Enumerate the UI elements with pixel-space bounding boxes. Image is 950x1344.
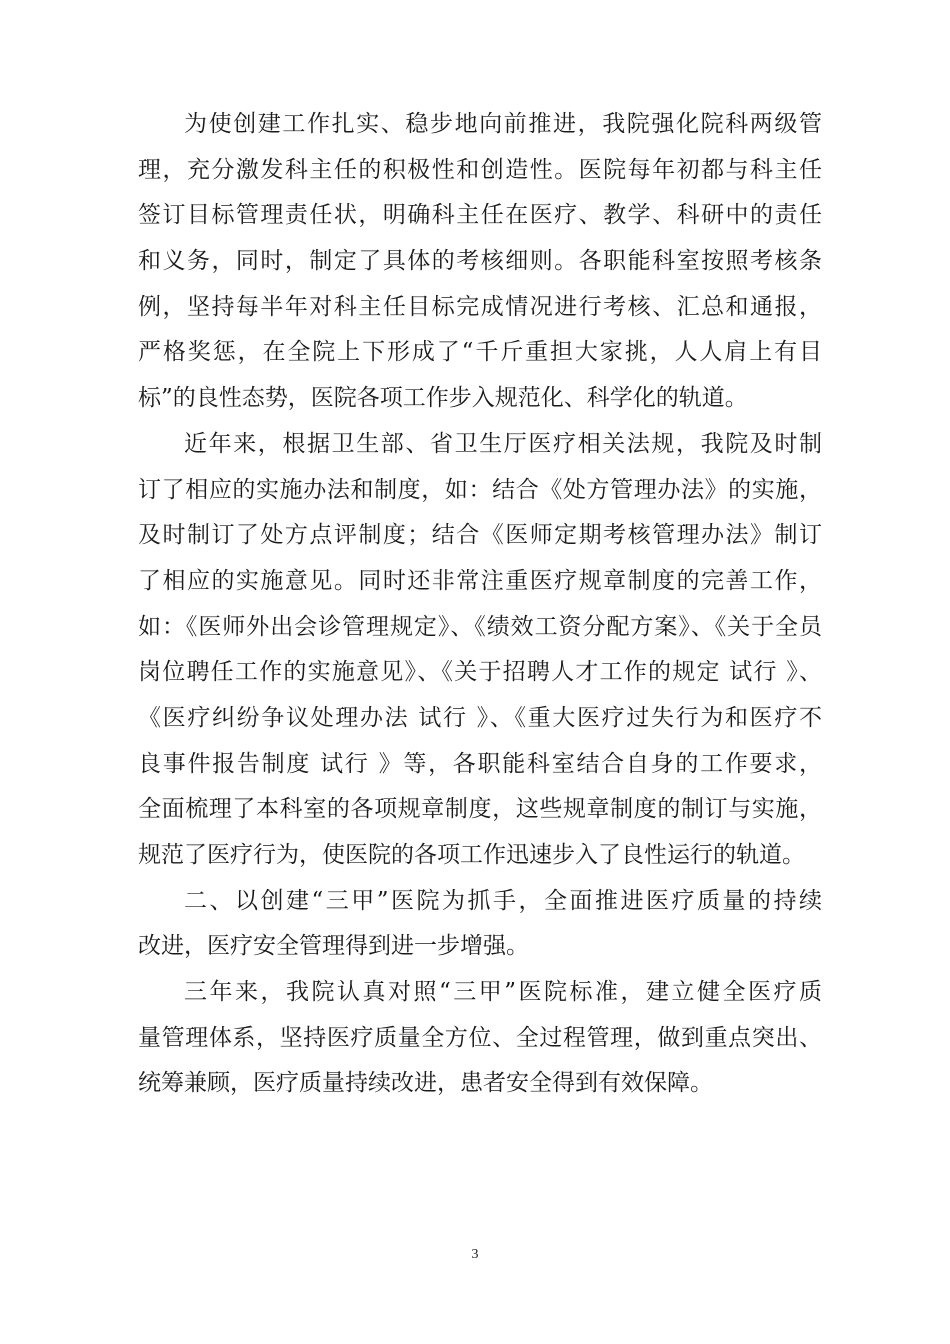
text-line: 《医疗纠纷争议处理办法 试行 》、《重大医疗过失行为和医疗不 bbox=[138, 704, 822, 731]
text-line: 签订目标管理责任状，明确科主任在医疗、教学、科研中的责任 bbox=[138, 202, 822, 229]
text-line: 及时制订了处方点评制度；结合《医师定期考核管理办法》制订 bbox=[138, 522, 822, 549]
text-line: 标”的良性态势，医院各项工作步入规范化、科学化的轨道。 bbox=[138, 385, 748, 412]
text-line: 严格奖惩，在全院上下形成了“千斤重担大家挑，人人肩上有目 bbox=[138, 339, 822, 366]
text-line: 了相应的实施意见。同时还非常注重医疗规章制度的完善工作， bbox=[138, 567, 822, 594]
text-line: 岗位聘任工作的实施意见》、《关于招聘人才工作的规定 试行 》、 bbox=[138, 659, 822, 686]
text-line: 订了相应的实施办法和制度，如：结合《处方管理办法》的实施， bbox=[138, 476, 822, 503]
text-line: 如：《医师外出会诊管理规定》、《绩效工资分配方案》、《关于全员 bbox=[138, 613, 822, 640]
page-number: 3 bbox=[471, 1247, 479, 1262]
text-line: 规范了医疗行为，使医院的各项工作迅速步入了良性运行的轨道。 bbox=[138, 842, 805, 868]
text-line: 二、以创建“三甲”医院为抓手，全面推进医疗质量的持续 bbox=[184, 887, 822, 914]
text-line: 全面梳理了本科室的各项规章制度，这些规章制度的制订与实施， bbox=[138, 796, 822, 823]
document-body bbox=[138, 102, 822, 1107]
section-heading-paragraph bbox=[138, 879, 822, 970]
paragraph-2 bbox=[138, 422, 822, 879]
text-line: 三年来，我院认真对照“三甲”医院标准，建立健全医疗质 bbox=[184, 979, 822, 1006]
text-line: 统筹兼顾，医疗质量持续改进，患者安全得到有效保障。 bbox=[138, 1070, 713, 1097]
text-line: 近年来，根据卫生部、省卫生厅医疗相关法规，我院及时制 bbox=[184, 430, 822, 457]
text-line: 理，充分激发科主任的积极性和创造性。医院每年初都与科主任 bbox=[138, 156, 822, 183]
text-line: 和义务，同时，制定了具体的考核细则。各职能科室按照考核条 bbox=[138, 248, 822, 275]
text-line: 例，坚持每半年对科主任目标完成情况进行考核、汇总和通报， bbox=[138, 293, 822, 320]
paragraph-1 bbox=[138, 102, 822, 422]
text-line: 良事件报告制度 试行 》等，各职能科室结合自身的工作要求， bbox=[138, 750, 822, 777]
paragraph-4 bbox=[138, 970, 822, 1107]
text-line: 量管理体系，坚持医疗质量全方位、全过程管理，做到重点突出、 bbox=[138, 1024, 822, 1051]
text-line: 改进，医疗安全管理得到进一步增强。 bbox=[138, 933, 529, 960]
text-line: 为使创建工作扎实、稳步地向前推进，我院强化院科两级管 bbox=[184, 111, 822, 137]
